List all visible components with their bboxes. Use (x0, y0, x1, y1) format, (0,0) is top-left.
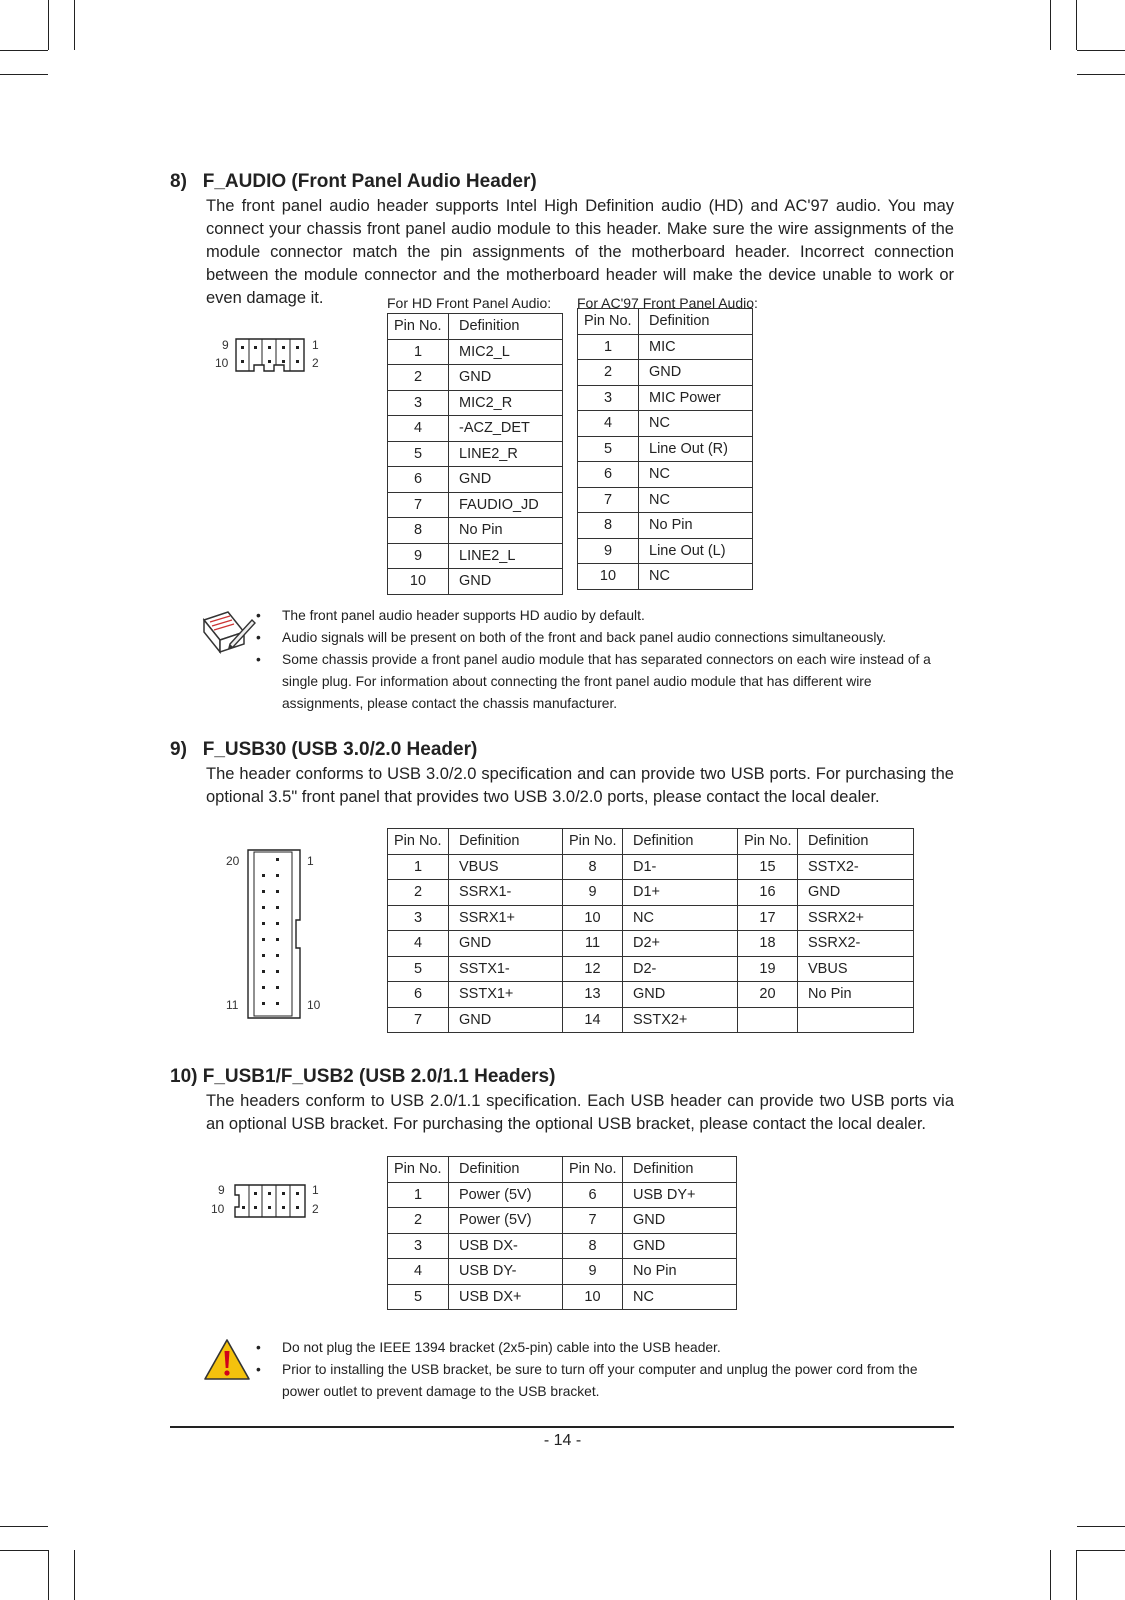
pin-number-cell: 9 (563, 880, 623, 906)
pin-definition-cell: MIC Power (639, 385, 753, 411)
table-row (578, 513, 753, 539)
table-row (388, 1284, 737, 1310)
pin-number-cell: 6 (578, 462, 639, 488)
pin-definition-cell: -ACZ_DET (449, 416, 563, 442)
pin-number-cell: 7 (388, 1007, 449, 1033)
pin-definition-cell: GND (623, 982, 738, 1008)
pin-number-cell: 2 (388, 880, 449, 906)
pin-label: 1 (312, 1183, 319, 1197)
pin-number-cell: 2 (388, 365, 449, 391)
pin-dot (262, 986, 265, 989)
pin-definition-cell: GND (449, 931, 563, 957)
crop-mark (0, 1526, 48, 1527)
table-row (388, 1182, 737, 1208)
table-row (578, 487, 753, 513)
pencil-note-icon (200, 608, 256, 656)
pin-number-cell: 13 (563, 982, 623, 1008)
pin-number-cell: 8 (388, 518, 449, 544)
pin-number-cell: 8 (563, 854, 623, 880)
pin-number-cell: 3 (388, 390, 449, 416)
pin-definition-cell: D1+ (623, 880, 738, 906)
section-heading-usb20: 10) F_USB1/F_USB2 (USB 2.0/1.1 Headers) (170, 1066, 556, 1087)
table-row (388, 390, 563, 416)
note-item: • The front panel audio header supports HD audio by default. (254, 605, 954, 627)
table-row (388, 1259, 737, 1285)
pin-dot (276, 890, 279, 893)
column-header: Pin No. (738, 829, 798, 855)
pin-number-cell: 2 (388, 1208, 449, 1234)
crop-mark (1077, 1550, 1125, 1551)
table-header-row (388, 829, 914, 855)
pin-number-cell: 20 (738, 982, 798, 1008)
table-row (388, 339, 563, 365)
pin-dot (276, 906, 279, 909)
table-row (388, 1233, 737, 1259)
pin-definition-cell: SSTX2- (798, 854, 914, 880)
table-row (578, 360, 753, 386)
table-row (388, 569, 563, 595)
table-row (388, 467, 563, 493)
pin-definition-cell: VBUS (449, 854, 563, 880)
ac97-audio-pin-table (577, 308, 753, 590)
pin-label: 11 (226, 998, 239, 1012)
pin-definition-cell: D1- (623, 854, 738, 880)
pin-definition-cell: NC (639, 487, 753, 513)
pin-dot (262, 906, 265, 909)
pin-dot (276, 986, 279, 989)
crop-mark (0, 74, 48, 75)
column-header: Pin No. (563, 1157, 623, 1183)
table-row (578, 411, 753, 437)
pin-number-cell: 17 (738, 905, 798, 931)
pin-dot (276, 954, 279, 957)
page-number: - 14 - (543, 1432, 582, 1449)
pin-number-cell: 18 (738, 931, 798, 957)
note-item: • Prior to installing the USB bracket, be sure to turn off your computer and unplug the power cord from the power outlet to prevent damage to the USB bracket. (254, 1359, 954, 1403)
column-header: Definition (639, 309, 753, 335)
hd-audio-pin-table (387, 313, 563, 595)
table-row (388, 931, 914, 957)
pin-definition-cell: GND (798, 880, 914, 906)
pin-definition-cell: NC (639, 564, 753, 590)
table-header-row (578, 309, 753, 335)
pin-dot (262, 1002, 265, 1005)
pin-number-cell: 16 (738, 880, 798, 906)
pin-number-cell: 7 (563, 1208, 623, 1234)
pin-number-cell: 9 (563, 1259, 623, 1285)
section-heading-audio: 8) F_AUDIO (Front Panel Audio Header) (170, 171, 537, 192)
pin-number-cell: 12 (563, 956, 623, 982)
note-item: • Audio signals will be present on both of the front and back panel audio connections simultaneously. (254, 627, 954, 649)
crop-mark (1050, 0, 1051, 50)
warning-icon (203, 1338, 251, 1382)
column-header: Definition (449, 314, 563, 340)
pin-definition-cell: USB DY+ (623, 1182, 737, 1208)
pin-definition-cell: MIC2_R (449, 390, 563, 416)
column-header: Pin No. (388, 1157, 449, 1183)
pin-number-cell: 10 (388, 569, 449, 595)
table-row (388, 956, 914, 982)
pin-number-cell: 3 (388, 1233, 449, 1259)
pin-definition-cell: USB DX+ (449, 1284, 563, 1310)
pin-number-cell: 6 (388, 467, 449, 493)
footer-rule (170, 1426, 954, 1428)
column-header: Pin No. (388, 314, 449, 340)
crop-mark (1050, 1550, 1051, 1600)
pin-dot (276, 858, 279, 861)
pin-number-cell: 4 (578, 411, 639, 437)
column-header: Definition (623, 1157, 737, 1183)
pin-label: 1 (307, 854, 314, 868)
crop-mark (0, 50, 48, 51)
table-row (388, 854, 914, 880)
pin-label: 10 (307, 998, 321, 1012)
pin-number-cell: 10 (578, 564, 639, 590)
pin-definition-cell: SSRX2+ (798, 905, 914, 931)
ac97-table-caption: For AC'97 Front Panel Audio: (577, 295, 758, 311)
table-row (388, 880, 914, 906)
note-item: • Some chassis provide a front panel audio module that has separated connectors on each wire instead of a single plug. For information about connecting the front panel audio module that has different wire assignments, please contact the chassis manufacturer. (254, 649, 954, 715)
table-row (578, 564, 753, 590)
pin-definition-cell: No Pin (449, 518, 563, 544)
pin-definition-cell: MIC (639, 334, 753, 360)
pin-definition-cell: FAUDIO_JD (449, 492, 563, 518)
pin-dot (262, 922, 265, 925)
pin-definition-cell: USB DY- (449, 1259, 563, 1285)
column-header: Pin No. (563, 829, 623, 855)
pin-number-cell: 5 (388, 441, 449, 467)
column-header: Definition (623, 829, 738, 855)
pin-number-cell: 8 (578, 513, 639, 539)
pin-number-cell: 15 (738, 854, 798, 880)
pin-definition-cell: LINE2_L (449, 543, 563, 569)
pin-number-cell: 7 (388, 492, 449, 518)
crop-mark (0, 1550, 48, 1551)
pin-number-cell: 1 (578, 334, 639, 360)
section-paragraph-usb20: The headers conform to USB 2.0/1.1 specification. Each USB header can provide two USB ports via an optional USB bracket. For purchasing the optional USB bracket, please contact the local dealer. (206, 1092, 954, 1133)
pin-dot (276, 874, 279, 877)
pin-definition-cell: SSRX1- (449, 880, 563, 906)
crop-mark (48, 1550, 49, 1600)
pin-label: 9 (218, 1183, 225, 1197)
pin-number-cell: 6 (563, 1182, 623, 1208)
audio-notes-list (254, 605, 954, 715)
pin-definition-cell: NC (623, 1284, 737, 1310)
pin-definition-cell: NC (623, 905, 738, 931)
pin-definition-cell: No Pin (639, 513, 753, 539)
pin-definition-cell: D2+ (623, 931, 738, 957)
pin-dot (276, 938, 279, 941)
column-header: Definition (449, 1157, 563, 1183)
pin-definition-cell: SSRX1+ (449, 905, 563, 931)
table-row (578, 462, 753, 488)
pin-definition-cell: Line Out (L) (639, 538, 753, 564)
crop-mark (74, 1550, 75, 1600)
pin-dot (262, 954, 265, 957)
pin-dot (262, 890, 265, 893)
table-row (388, 1007, 914, 1033)
pin-number-cell: 2 (578, 360, 639, 386)
pin-label: 10 (211, 1202, 225, 1216)
pin-number-cell: 10 (563, 905, 623, 931)
table-row (388, 492, 563, 518)
usb20-pin-table (387, 1156, 737, 1310)
pin-number-cell: 3 (578, 385, 639, 411)
pin-definition-cell: Line Out (R) (639, 436, 753, 462)
table-row (578, 538, 753, 564)
pin-definition-cell: MIC2_L (449, 339, 563, 365)
crop-mark (48, 0, 49, 50)
pin-label: 1 (312, 338, 319, 352)
pin-number-cell: 11 (563, 931, 623, 957)
table-row (388, 982, 914, 1008)
audio-connector-icon (234, 337, 306, 373)
pin-number-cell: 3 (388, 905, 449, 931)
pin-definition-cell: No Pin (798, 982, 914, 1008)
column-header: Pin No. (388, 829, 449, 855)
table-row (578, 334, 753, 360)
note-item: • Do not plug the IEEE 1394 bracket (2x5-pin) cable into the USB header. (254, 1337, 954, 1359)
pin-dot (276, 1002, 279, 1005)
pin-definition-cell: SSTX2+ (623, 1007, 738, 1033)
table-row (388, 365, 563, 391)
usb20-notes-list (254, 1337, 954, 1403)
section-paragraph-audio: The front panel audio header supports Intel High Definition audio (HD) and AC'97 audio. You may connect your chassis front panel audio module to this header. Make sure the wire assignments of the module connector match the pin assignments of the motherboard header. Incorrect connection between the module connector and the motherboard header will make the device unable to work or even damage it. (206, 197, 954, 307)
pin-definition-cell: SSTX1+ (449, 982, 563, 1008)
column-header: Definition (449, 829, 563, 855)
pin-definition-cell: SSTX1- (449, 956, 563, 982)
pin-number-cell: 14 (563, 1007, 623, 1033)
pin-label: 20 (226, 854, 240, 868)
pin-dot (262, 938, 265, 941)
table-row (388, 416, 563, 442)
pin-definition-cell: USB DX- (449, 1233, 563, 1259)
pin-label: 2 (312, 356, 319, 370)
crop-mark (74, 0, 75, 50)
table-row (388, 518, 563, 544)
pin-definition-cell: GND (623, 1208, 737, 1234)
crop-mark (1076, 0, 1077, 50)
section-paragraph-usb30: The header conforms to USB 3.0/2.0 specification and can provide two USB ports. For purchasing the optional 3.5" front panel that provides two USB 3.0/2.0 ports, please contact the local dealer. (206, 765, 954, 806)
pin-number-cell: 1 (388, 339, 449, 365)
pin-dot (262, 970, 265, 973)
pin-number-cell (738, 1007, 798, 1033)
pin-number-cell: 19 (738, 956, 798, 982)
hd-table-caption: For HD Front Panel Audio: (387, 295, 552, 311)
pin-number-cell: 4 (388, 1259, 449, 1285)
pin-number-cell: 9 (388, 543, 449, 569)
section-heading-usb30: 9) F_USB30 (USB 3.0/2.0 Header) (170, 739, 478, 760)
pin-definition-cell: NC (639, 411, 753, 437)
table-row (388, 441, 563, 467)
pin-number-cell: 9 (578, 538, 639, 564)
table-row (388, 543, 563, 569)
pin-number-cell: 4 (388, 931, 449, 957)
pin-definition-cell: GND (449, 467, 563, 493)
pin-number-cell: 10 (563, 1284, 623, 1310)
usb30-pin-table (387, 828, 914, 1033)
table-header-row (388, 314, 563, 340)
crop-mark (1077, 74, 1125, 75)
pin-dot (276, 970, 279, 973)
pin-definition-cell: GND (449, 365, 563, 391)
pin-definition-cell (798, 1007, 914, 1033)
pin-definition-cell: GND (639, 360, 753, 386)
pin-number-cell: 6 (388, 982, 449, 1008)
pin-number-cell: 1 (388, 854, 449, 880)
pin-number-cell: 5 (388, 1284, 449, 1310)
pin-definition-cell: GND (449, 569, 563, 595)
pin-definition-cell: GND (449, 1007, 563, 1033)
pin-definition-cell: D2- (623, 956, 738, 982)
pin-number-cell: 7 (578, 487, 639, 513)
pin-definition-cell: No Pin (623, 1259, 737, 1285)
pin-dot (262, 874, 265, 877)
pin-number-cell: 8 (563, 1233, 623, 1259)
pin-definition-cell: VBUS (798, 956, 914, 982)
usb20-connector-icon (233, 1183, 307, 1219)
column-header: Pin No. (578, 309, 639, 335)
pin-number-cell: 5 (388, 956, 449, 982)
table-row (578, 385, 753, 411)
table-row (388, 905, 914, 931)
pin-definition-cell: LINE2_R (449, 441, 563, 467)
column-header: Definition (798, 829, 914, 855)
pin-number-cell: 4 (388, 416, 449, 442)
crop-mark (1077, 1526, 1125, 1527)
pin-number-cell: 1 (388, 1182, 449, 1208)
pin-definition-cell: SSRX2- (798, 931, 914, 957)
usb30-connector-icon (246, 848, 304, 1020)
crop-mark (1076, 1550, 1077, 1600)
table-row (388, 1208, 737, 1234)
table-row (578, 436, 753, 462)
pin-definition-cell: NC (639, 462, 753, 488)
pin-label: 10 (215, 356, 229, 370)
crop-mark (1077, 50, 1125, 51)
pin-definition-cell: Power (5V) (449, 1182, 563, 1208)
pin-definition-cell: GND (623, 1233, 737, 1259)
pin-definition-cell: Power (5V) (449, 1208, 563, 1234)
pin-label: 9 (222, 338, 229, 352)
table-header-row (388, 1157, 737, 1183)
pin-number-cell: 5 (578, 436, 639, 462)
pin-dot (276, 922, 279, 925)
pin-label: 2 (312, 1202, 319, 1216)
